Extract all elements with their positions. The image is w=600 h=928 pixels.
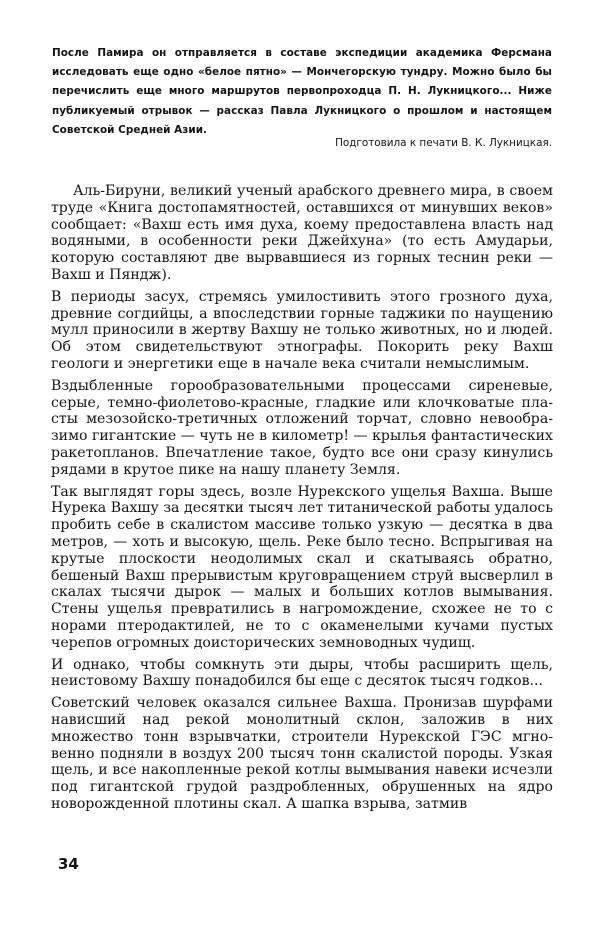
paragraph-1: Аль-Бируни, великий ученый арабского древнего мира, в своем труде «Книга достопамятностей, оставшихся от минувших веков» сообщает: «Вахш есть имя духа, коему предоставлена власть над водяными, в особенности реки Джейхуна» (то есть Амударьи, которую составляют две вырвавшиеся из горных теснин реки — Вахш и Пяндж).	[51, 183, 553, 283]
editor-credit: Подготовила к печати В. К. Лукницкая.	[335, 137, 552, 149]
page-number: 34	[58, 855, 79, 873]
paragraph-3: Вздыбленные горообразовательными процессами сиреневые, серые, темно-фиолетово-красные, гладкие или клочковатые пласты мезозойско-третичных отложений торчат, словно невообразимо гигантские — чуть не в километр! — крылья фантастических ракетопланов. Впечатление такое, будто все они сразу кинулись рядами в крутое пике на нашу планету Земля.	[51, 377, 553, 478]
main-text	[51, 183, 553, 818]
intro-note: После Памира он отправляется в составе экспедиции академика Ферсмана исследовать еще одно «белое пятно» — Мончегорскую тундру. Можно было бы перечислить еще много маршрутов первопроходца П. Н. Лукницкого... Ниже публикуемый отрывок — рассказ Павла Лукницкого о прошлом и настоящем Советской Средней Азии.	[52, 47, 552, 136]
paragraph-4: Так выглядят горы здесь, возле Нурекского ущелья Вахша. Выше Нурека Вахшу за десятки тысяч лет титанической работы удалось пробить себе в скалистом массиве только узкую — десятка в два метров, — хоть и высокую, щель. Реке было тесно. Вспрыгивая на крутые плоскости неодолимых скал и скатываясь обратно, бешеный Вахш прерывистым круговращением струй высверлил в скалах тысячи дырок — малых и больших котлов вымывания. Стены ущелья превратились в нагромождение, схожее не то с норами птеродактилей, не то с окаменелыми кучами пустых черепов огромных доисторических земноводных чудищ.	[51, 483, 553, 651]
paragraph-6: Советский человек оказался сильнее Вахша. Пронизав шурфами нависший над рекой монолитный склон, заложив в них множество тонн взрывчатки, строители Нурекской ГЭС мгновенно подняли в воздух 200 тысяч тонн скалистой породы. Узкая щель, и все накопленные рекой котлы вымывания навеки исчезли под гигантской грудой раздробленных, обрушенных на ядро новорожденной плотины скал. А шапка взрыва, затмив	[51, 695, 553, 812]
paragraph-2: В периоды засух, стремясь умилостивить этого грозного духа, древние согдийцы, а впоследствии горные таджики по наущению мулл приносили в жертву Вахшу не только животных, но и людей. Об этом свидетельствуют этнографы. Покорить реку Вахш геологи и энергетики еще в начале века считали немыслимым.	[51, 288, 553, 372]
paragraph-5: И однако, чтобы сомкнуть эти дыры, чтобы расширить щель, неистовому Вахшу понадобился бы еще с десяток тысяч годков...	[51, 656, 553, 690]
